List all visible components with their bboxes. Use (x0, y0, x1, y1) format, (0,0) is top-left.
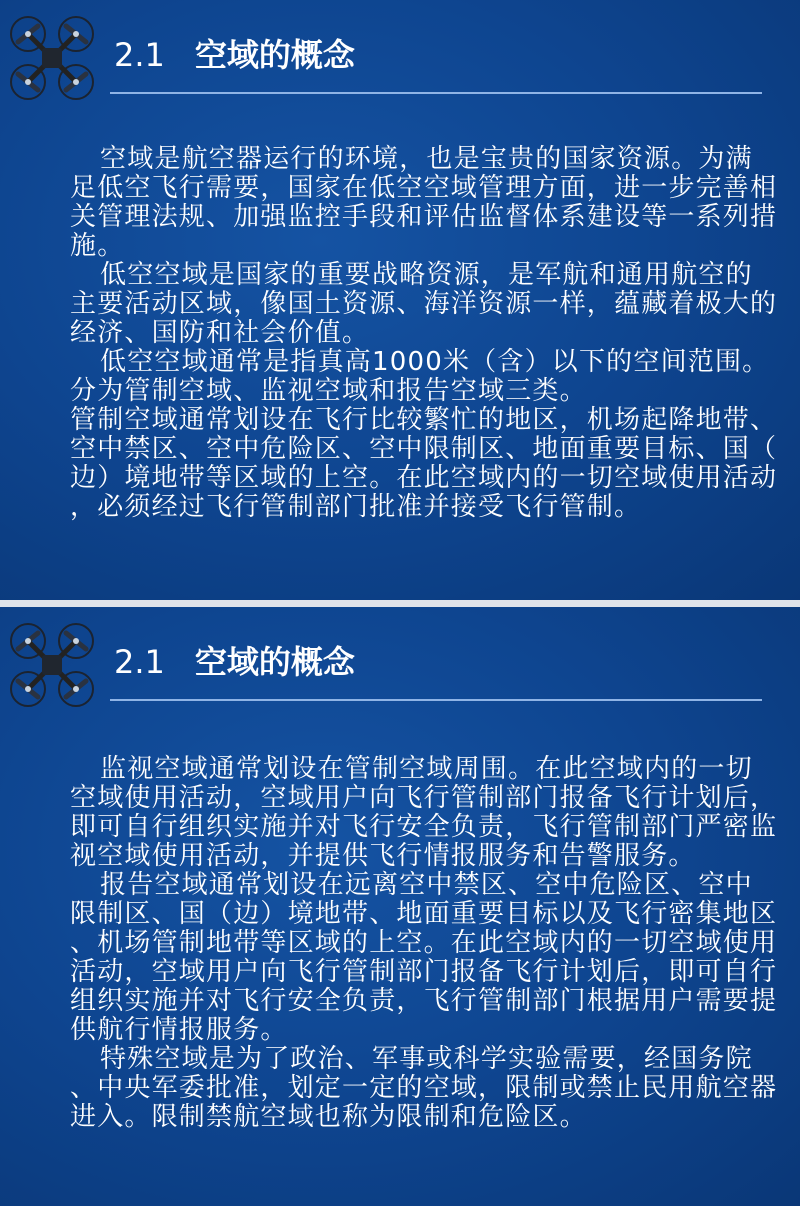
text-line: 、中央军委批准，划定一定的空域，限制或禁止民用航空器 (70, 1073, 778, 1103)
section-number: 2.1 (114, 643, 165, 681)
title-divider (110, 699, 762, 701)
slide-title (114, 637, 355, 683)
text-line: 监视空域通常划设在管制空域周围。在此空域内的一切 (100, 754, 753, 784)
slide-body (70, 755, 777, 1132)
text-line: 空域是航空器运行的环境，也是宝贵的国家资源。为满 (100, 144, 753, 174)
text-line: 即可自行组织实施并对飞行安全负责，飞行管制部门严密监 (70, 812, 778, 842)
slide-body (70, 145, 777, 522)
text-line: 供航行情报服务。 (70, 1015, 288, 1045)
text-line: 活动，空域用户向飞行管制部门报备飞行计划后，即可自行 (70, 957, 778, 987)
section-number: 2.1 (114, 36, 165, 74)
text-line: 空中禁区、空中危险区、空中限制区、地面重要目标、国（ (70, 434, 778, 464)
text-line: 足低空飞行需要，国家在低空空域管理方面，进一步完善相 (70, 173, 778, 203)
text-line: 边）境地带等区域的上空。在此空域内的一切空域使用活动 (70, 463, 778, 493)
text-line: 分为管制空域、监视空域和报告空域三类。 (70, 376, 587, 406)
text-line: 主要活动区域，像国土资源、海洋资源一样，蕴藏着极大的 (70, 289, 778, 319)
slide-2 (0, 607, 800, 1206)
slide-1 (0, 0, 800, 600)
text-line: 报告空域通常划设在远离空中禁区、空中危险区、空中 (100, 870, 753, 900)
text-line: 施。 (70, 231, 125, 261)
text-line: ，必须经过飞行管制部门批准并接受飞行管制。 (70, 492, 642, 522)
drone-icon (8, 14, 96, 102)
text-line: 特殊空域是为了政治、军事或科学实验需要，经国务院 (100, 1044, 753, 1074)
text-line: 组织实施并对飞行安全负责，飞行管制部门根据用户需要提 (70, 986, 778, 1016)
text-line: 关管理法规、加强监控手段和评估监督体系建设等一系列措 (70, 202, 778, 232)
text-line: 限制区、国（边）境地带、地面重要目标以及飞行密集地区 (70, 899, 778, 929)
drone-icon (8, 621, 96, 709)
text-line: 、机场管制地带等区域的上空。在此空域内的一切空域使用 (70, 928, 778, 958)
text-line: 视空域使用活动，并提供飞行情报服务和告警服务。 (70, 841, 696, 871)
text-line: 低空空域是国家的重要战略资源，是军航和通用航空的 (100, 260, 753, 290)
text-line: 经济、国防和社会价值。 (70, 318, 370, 348)
title-text: 空域的概念 (194, 36, 355, 74)
text-line: 空域使用活动，空域用户向飞行管制部门报备飞行计划后， (70, 783, 778, 813)
slide-title (114, 30, 355, 76)
text-line: 进入。限制禁航空域也称为限制和危险区。 (70, 1102, 587, 1132)
text-line: 管制空域通常划设在飞行比较繁忙的地区，机场起降地带、 (70, 405, 778, 435)
slide-separator (0, 600, 800, 607)
title-divider (110, 92, 762, 94)
text-line: 低空空域通常是指真高1000米（含）以下的空间范围。 (100, 347, 770, 377)
title-text: 空域的概念 (194, 643, 355, 681)
